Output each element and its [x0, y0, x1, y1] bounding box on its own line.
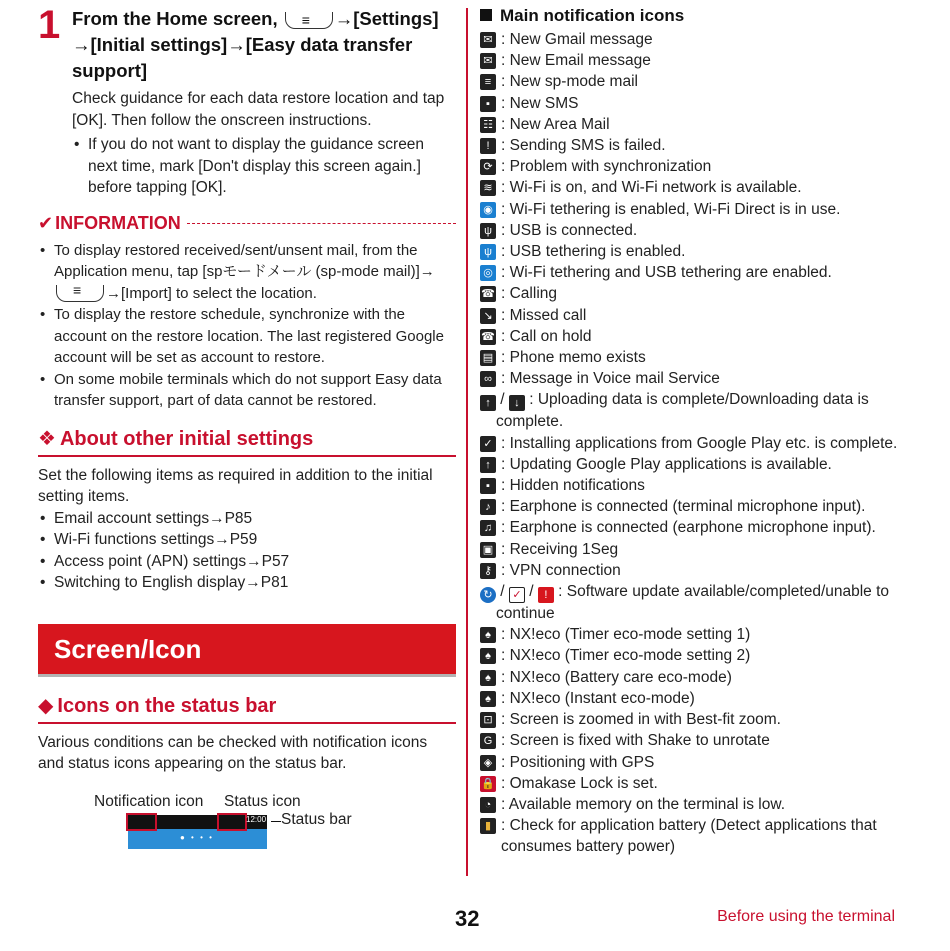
icon-row	[480, 454, 920, 475]
sms-failed-icon: !	[480, 138, 496, 154]
notification-icon-box	[126, 813, 157, 831]
icon-row	[480, 199, 920, 220]
icon-description: : Wi-Fi is on, and Wi-Fi network is available.	[501, 179, 802, 197]
icon-description: : Installing applications from Google Play etc. is complete.	[501, 434, 898, 452]
status-icon-label: Status icon	[224, 792, 301, 810]
install-icon: ✓	[480, 436, 496, 452]
usb-tethering-icon: ψ	[480, 244, 496, 260]
icon-description: : Sending SMS is failed.	[501, 137, 666, 155]
icon-row	[480, 709, 920, 730]
icon-row	[480, 496, 920, 517]
icon-description: : Missed call	[501, 306, 587, 324]
sync-problem-icon: ⟳	[480, 159, 496, 175]
icon-description: : Hidden notifications	[501, 477, 645, 495]
notification-icons-heading: Main notification icons	[480, 6, 920, 26]
icon-row	[480, 433, 920, 454]
icon-row	[480, 177, 920, 198]
icon-row	[480, 730, 920, 751]
page-number: 32	[455, 906, 480, 931]
software-update-completed-icon: ✓	[509, 587, 525, 603]
nxeco-timer1-icon: ♠	[480, 627, 496, 643]
icon-description: : Screen is fixed with Shake to unrotate	[501, 732, 770, 750]
icon-row	[480, 794, 920, 815]
icon-row	[480, 262, 920, 283]
page-indicator-dots: ● • • •	[180, 832, 214, 842]
icon-description: : Calling	[501, 285, 557, 303]
phone-memo-icon: ▤	[480, 350, 496, 366]
icon-row	[480, 326, 920, 347]
icon-description: : Earphone is connected (terminal microphone input).	[501, 498, 866, 516]
icon-description: : NX!eco (Battery care eco-mode)	[501, 668, 732, 686]
earphone-mic-terminal-icon: ♪	[480, 499, 496, 515]
icon-description: : New sp-mode mail	[501, 73, 638, 91]
icon-description: : New Gmail message	[501, 31, 653, 48]
icon-row	[480, 93, 920, 114]
footer-section: Before using the terminal	[717, 908, 895, 925]
icon-row	[480, 305, 920, 326]
diamond-icon: ◆	[38, 694, 54, 717]
gmail-icon: ✉	[480, 32, 496, 48]
nxeco-battery-icon: ♠	[480, 670, 496, 686]
icon-row	[480, 283, 920, 304]
status-bar-figure	[38, 793, 456, 871]
icon-description: : New Area Mail	[501, 115, 610, 133]
icon-row	[480, 752, 920, 773]
area-mail-icon: ☷	[480, 117, 496, 133]
voicemail-icon: ∞	[480, 371, 496, 387]
icon-description: : NX!eco (Timer eco-mode setting 2)	[501, 647, 751, 665]
check-icon: ✔	[38, 212, 54, 233]
icon-row	[480, 156, 920, 177]
list-item: • On some mobile terminals which do not support Easy data transfer support, part of data cannot be restored.	[38, 369, 456, 412]
icon-description: : USB is connected.	[501, 221, 638, 239]
list-item: • Email account settings→P85	[38, 508, 456, 530]
sms-icon: ▪	[480, 96, 496, 112]
omakase-lock-icon: 🔒	[481, 777, 495, 790]
icon-row	[480, 29, 920, 50]
left-column	[38, 3, 456, 871]
icon-row	[480, 645, 920, 666]
icon-description: : Omakase Lock is set.	[501, 774, 658, 792]
step-body: Check guidance for each data restore location and tap [OK]. Then follow the onscreen instructions.	[72, 90, 445, 129]
wifi-usb-tethering-icon: ◎	[480, 265, 496, 281]
notification-icon-label: Notification icon	[94, 792, 204, 810]
menu-key-icon	[285, 12, 333, 29]
leader-line	[271, 821, 281, 823]
icon-row	[480, 71, 920, 92]
icon-description: : Check for application battery (Detect applications that consumes battery power)	[501, 817, 877, 856]
icon-description: : New SMS	[501, 94, 579, 112]
icon-description: : Call on hold	[501, 327, 592, 345]
icon-row	[480, 539, 920, 560]
call-on-hold-icon: ☎	[481, 330, 495, 343]
icon-description: : Positioning with GPS	[501, 753, 655, 771]
menu-key-icon	[56, 285, 104, 302]
status-bar-heading: ◆ Icons on the status bar	[38, 693, 456, 724]
list-item: • Access point (APN) settings→P57	[38, 551, 456, 573]
icon-description: : Receiving 1Seg	[501, 540, 619, 558]
icon-row	[480, 368, 920, 389]
hidden-notification-icon: ▪	[480, 478, 496, 494]
status-bar-body: Various conditions can be checked with notification icons and status icons appearing on the status bar.	[38, 733, 428, 772]
step-title: From the Home screen, ≡ →[Settings] →[Initial settings]→[Easy data transfer support]	[72, 6, 456, 84]
icon-list	[480, 624, 920, 857]
icon-row	[480, 815, 920, 857]
icon-description: : Screen is zoomed in with Best-fit zoom.	[501, 711, 781, 729]
download-complete-icon: ↓	[509, 395, 525, 411]
step-number: 1	[38, 3, 61, 47]
status-bar-image	[128, 815, 267, 849]
low-memory-icon: ◔	[480, 797, 496, 813]
gps-icon: ◈	[480, 755, 496, 771]
update-icon: ↑	[480, 457, 496, 473]
icon-description: : Earphone is connected (earphone microphone input).	[501, 519, 876, 537]
usb-icon: ψ	[480, 223, 496, 239]
sp-mode-mail-icon: ≡	[480, 74, 496, 90]
icon-row	[480, 241, 920, 262]
calling-icon: ☎	[481, 288, 495, 301]
earphone-mic-earphone-icon: ♫	[480, 520, 496, 536]
wifi-available-icon: ≋	[480, 180, 496, 196]
icon-row	[480, 517, 920, 538]
other-settings-intro: Set the following items as required in addition to the initial setting items.	[38, 466, 433, 505]
icon-row	[480, 688, 920, 709]
software-update-unable-icon: !	[538, 587, 554, 603]
icon-row	[480, 667, 920, 688]
right-column	[480, 6, 920, 858]
other-settings-heading: ❖ About other initial settings	[38, 426, 456, 457]
nxeco-instant-icon: ♠	[480, 691, 496, 707]
information-heading: ✔ INFORMATION	[38, 213, 456, 234]
upload-download-row: ↑ / ↓ : Uploading data is complete/Downloading data is complete.	[480, 389, 920, 432]
icon-description: : NX!eco (Timer eco-mode setting 1)	[501, 626, 751, 644]
icon-description: : Message in Voice mail Service	[501, 370, 720, 388]
other-settings-list	[38, 508, 456, 594]
information-list	[38, 240, 456, 412]
diamond-flower-icon: ❖	[38, 427, 56, 450]
status-bar-label: Status bar	[281, 810, 352, 828]
icon-row	[480, 475, 920, 496]
icon-row	[480, 220, 920, 241]
icon-list	[480, 29, 920, 389]
screen-icon-banner: Screen/Icon	[38, 624, 456, 677]
icon-row	[480, 347, 920, 368]
icon-description: : Problem with synchronization	[501, 158, 712, 176]
list-item: • Wi-Fi functions settings→P59	[38, 529, 456, 551]
icon-row	[480, 624, 920, 645]
software-update-row: ↻ / ✓ / ! : Software update available/completed/unable to continue	[480, 581, 920, 624]
step-1	[38, 3, 456, 199]
upload-complete-icon: ↑	[480, 395, 496, 411]
step-bullet: • If you do not want to display the guidance screen next time, mark [Don't display this screen again.] before tapping [OK].	[72, 134, 456, 199]
list-item: • Switching to English display→P81	[38, 572, 456, 594]
icon-description: : Wi-Fi tethering is enabled, Wi-Fi Direct is in use.	[501, 200, 841, 218]
app-battery-icon: ▮	[480, 818, 496, 834]
icon-row	[480, 773, 920, 794]
icon-row	[480, 560, 920, 581]
icon-description: : VPN connection	[501, 561, 621, 579]
square-bullet-icon	[480, 9, 492, 21]
icon-description: : Wi-Fi tethering and USB tethering are enabled.	[501, 264, 832, 282]
shake-unrotate-icon: G	[480, 733, 496, 749]
bestfit-zoom-icon: ⊡	[480, 712, 496, 728]
nxeco-timer2-icon: ♠	[480, 648, 496, 664]
list-item: • To display restored received/sent/unsent mail, from the Application menu, tap [spモードメール (sp-mode mail)]→ ≡→[Import] to select the location.	[38, 240, 456, 305]
icon-description: : NX!eco (Instant eco-mode)	[501, 689, 695, 707]
list-item: • To display the restore schedule, synchronize with the account on the restore location. The last registered Google account will be set as account to restore.	[38, 304, 456, 369]
icon-description: : Available memory on the terminal is low.	[501, 795, 786, 813]
column-divider	[466, 8, 468, 876]
vpn-icon: ⚷	[480, 563, 496, 579]
icon-description: : USB tethering is enabled.	[501, 243, 686, 261]
email-icon: ✉	[480, 53, 496, 69]
icon-list	[480, 433, 920, 581]
icon-row	[480, 50, 920, 71]
icon-description: : New Email message	[501, 52, 651, 70]
icon-description: : Phone memo exists	[501, 349, 646, 367]
icon-row	[480, 135, 920, 156]
dashed-rule	[187, 223, 456, 224]
software-update-available-icon: ↻	[480, 587, 496, 603]
icon-description: : Updating Google Play applications is available.	[501, 455, 832, 473]
icon-row	[480, 114, 920, 135]
missed-call-icon: ↘	[480, 308, 496, 324]
wifi-tethering-icon: ◉	[480, 202, 496, 218]
oneseg-icon: ▣	[480, 542, 496, 558]
status-icon-box	[217, 813, 247, 831]
clock: 12:00	[246, 814, 267, 824]
